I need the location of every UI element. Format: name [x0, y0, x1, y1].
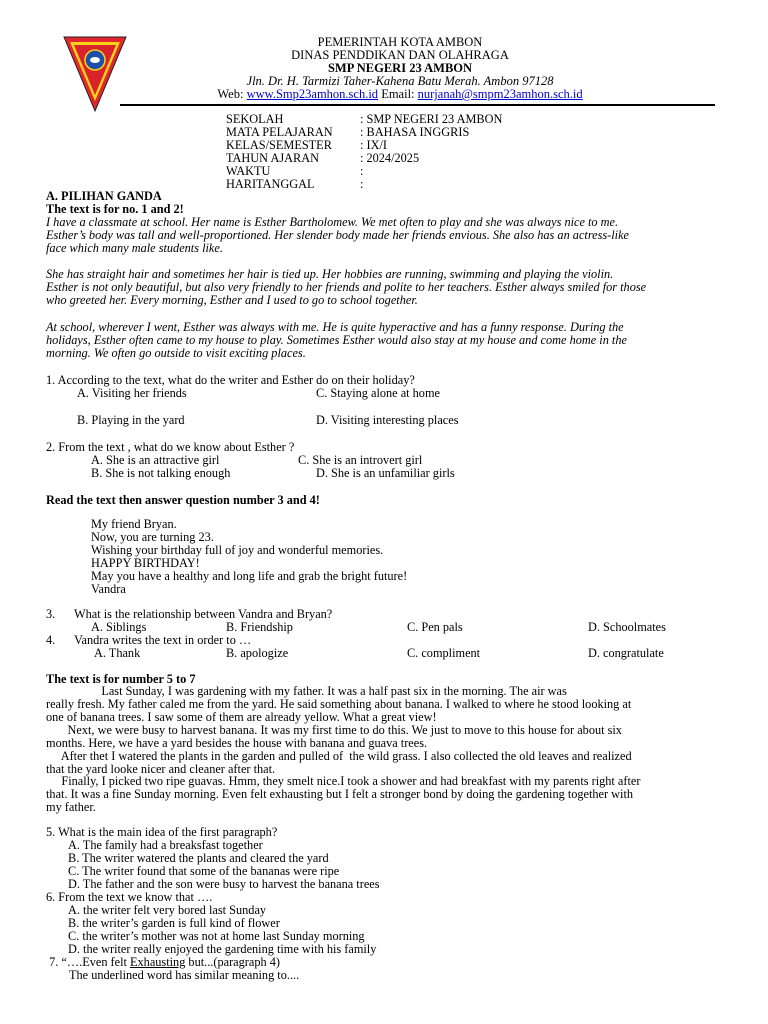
q2-option-a: A. She is an attractive girl [91, 453, 220, 467]
info-label: MATA PELAJARAN [226, 125, 333, 139]
q3-number: 3. [46, 607, 56, 621]
info-label: TAHUN AJARAN [226, 151, 319, 165]
text3-line: my father. [46, 800, 96, 814]
school-logo [62, 33, 128, 113]
question-6: 6. From the text we know that …. [46, 890, 213, 904]
info-value: : [360, 164, 364, 178]
text2-line: Vandra [91, 582, 126, 596]
q7-stem-pre: 7. “….Even felt [46, 955, 131, 969]
q7-line2: The underlined word has similar meaning to.... [69, 968, 300, 982]
text3-line: one of banana trees. I saw some of them are already yellow. What a great view! [46, 710, 437, 724]
web-link[interactable]: www.Smp23amhon.sch.id [246, 87, 379, 101]
info-label: WAKTU [226, 164, 271, 178]
info-label: SEKOLAH [226, 112, 284, 126]
text2-line: HAPPY BIRTHDAY! [91, 556, 200, 570]
text1-line: holidays, Esther often came to my house to play. Sometimes Esther would also stay at my house and come home in the [46, 333, 627, 347]
email-link[interactable]: nurjanah@smpm23amhon.sch.id [417, 87, 583, 101]
text1-line: Esther is not only beautiful, but also very friendly to her friends and polite to her teachers. Esther always smiled for those [46, 280, 647, 294]
q6-option-b: B. the writer’s garden is full kind of flower [68, 916, 280, 930]
text2-line: Now, you are turning 23. [91, 530, 214, 544]
text1-line: Esther’s body was tall and well-proportioned. Her slender body made her friends envious. She also has an actress-like [46, 228, 630, 242]
q1-option-c: C. Staying alone at home [316, 386, 440, 400]
text1-line: I have a classmate at school. Her name is Esther Bartholomew. We met often to play and she was always nice to me. [46, 215, 619, 229]
question-4: Vandra writes the text in order to … [74, 633, 252, 647]
q5-option-d: D. The father and the son were busy to harvest the banana trees [68, 877, 380, 891]
q1-option-d: D. Visiting interesting places [316, 413, 459, 427]
q7-underlined-word: Exhausting [130, 955, 186, 969]
text1-line: who greeted her. Every morning, Esther and I used to go to school together. [46, 293, 418, 307]
q5-option-a: A. The family had a breaksfast together [68, 838, 263, 852]
q3-option-d: D. Schoolmates [588, 620, 666, 634]
q2-option-c: C. She is an introvert girl [298, 453, 423, 467]
text1-line: morning. We often go outside to visit exciting places. [46, 346, 306, 360]
q6-option-c: C. the writer’s mother was not at home last Sunday morning [68, 929, 365, 943]
info-value: : IX/I [360, 138, 387, 152]
q5-option-c: C. The writer found that some of the bananas were ripe [68, 864, 340, 878]
header-divider [120, 104, 715, 106]
q4-option-d: D. congratulate [588, 646, 664, 660]
email-label: Email: [381, 87, 415, 101]
q4-option-c: C. compliment [407, 646, 481, 660]
question-5: 5. What is the main idea of the first paragraph? [46, 825, 278, 839]
header-government: PEMERINTAH KOTA AMBON [317, 35, 483, 49]
info-value: : BAHASA INGGRIS [360, 125, 470, 139]
q6-option-d: D. the writer really enjoyed the gardening time with his family [68, 942, 377, 956]
text3-line: After thet I watered the plants in the garden and pulled of the wild grass. I also collected the old leaves and realized [46, 749, 632, 763]
text3-line: that. It was a fine Sunday morning. Even felt exhausting but I felt a stronger bond by doing the gardening together with [46, 787, 634, 801]
header-contact [130, 88, 670, 101]
q5-option-b: B. The writer watered the plants and cleared the yard [68, 851, 329, 865]
text3-line: that the yard looke nicer and cleaner after that. [46, 762, 276, 776]
q4-number: 4. [46, 633, 56, 647]
text3-line: Finally, I picked two ripe guavas. Hmm, they smelt nice.I took a shower and had breakfast with my parents right after [46, 774, 641, 788]
q6-option-a: A. the writer felt very bored last Sunday [68, 903, 267, 917]
q1-option-a: A. Visiting her friends [77, 386, 187, 400]
text1-line: She has straight hair and sometimes her hair is tied up. Her hobbies are running, swimming and playing the violin. [46, 267, 614, 281]
info-label: HARITANGGAL [226, 177, 315, 191]
text3-title: The text is for number 5 to 7 [46, 672, 196, 686]
q2-option-b: B. She is not talking enough [91, 466, 231, 480]
logo-emblem-detail [90, 57, 100, 63]
q7-stem-post: but...(paragraph 4) [185, 955, 280, 969]
q4-option-b: B. apologize [226, 646, 289, 660]
info-value: : SMP NEGERI 23 AMBON [360, 112, 503, 126]
text2-title: Read the text then answer question number 3 and 4! [46, 493, 320, 507]
text3-line: Next, we were busy to harvest banana. It was my first time to do this. We just to move to this house for about six [46, 723, 622, 737]
q3-option-a: A. Siblings [91, 620, 147, 634]
q3-option-b: B. Friendship [226, 620, 293, 634]
question-3: What is the relationship between Vandra and Bryan? [74, 607, 333, 621]
header-school-name: SMP NEGERI 23 AMBON [327, 61, 473, 75]
web-label: Web: [217, 87, 244, 101]
text2-line: Wishing your birthday full of joy and wonderful memories. [91, 543, 384, 557]
text3-line: Last Sunday, I was gardening with my father. It was a half past six in the morning. The air was [46, 684, 567, 698]
q4-option-a: A. Thank [94, 646, 141, 660]
q1-option-b: B. Playing in the yard [77, 413, 185, 427]
text3-line: really fresh. My father caled me from the yard. He said something about banana. I walked to where he stood looking at [46, 697, 632, 711]
text2-line: May you have a healthy and long life and grab the bright future! [91, 569, 408, 583]
section-heading: A. PILIHAN GANDA [46, 189, 162, 203]
q2-option-d: D. She is an unfamiliar girls [316, 466, 455, 480]
text1-line: face which many male students like. [46, 241, 223, 255]
info-label: KELAS/SEMESTER [226, 138, 332, 152]
info-value: : [360, 177, 364, 191]
text1-title: The text is for no. 1 and 2! [46, 202, 184, 216]
question-2: 2. From the text , what do we know about Esther ? [46, 440, 295, 454]
header-department: DINAS PENDDIKAN DAN OLAHRAGA [291, 48, 509, 62]
text2-line: My friend Bryan. [91, 517, 177, 531]
text3-line: months. Here, we have a yard besides the house with banana and guava trees. [46, 736, 428, 750]
text1-line: At school, wherever I went, Esther was always with me. He is quite hyperactive and has a funny response. During the [46, 320, 624, 334]
question-1: 1. According to the text, what do the writer and Esther do on their holiday? [46, 373, 415, 387]
header-address: Jln. Dr. H. Tarmizi Taher-Kahena Batu Merah. Ambon 97128 [246, 74, 554, 88]
q3-option-c: C. Pen pals [407, 620, 463, 634]
info-value: : 2024/2025 [360, 151, 420, 165]
